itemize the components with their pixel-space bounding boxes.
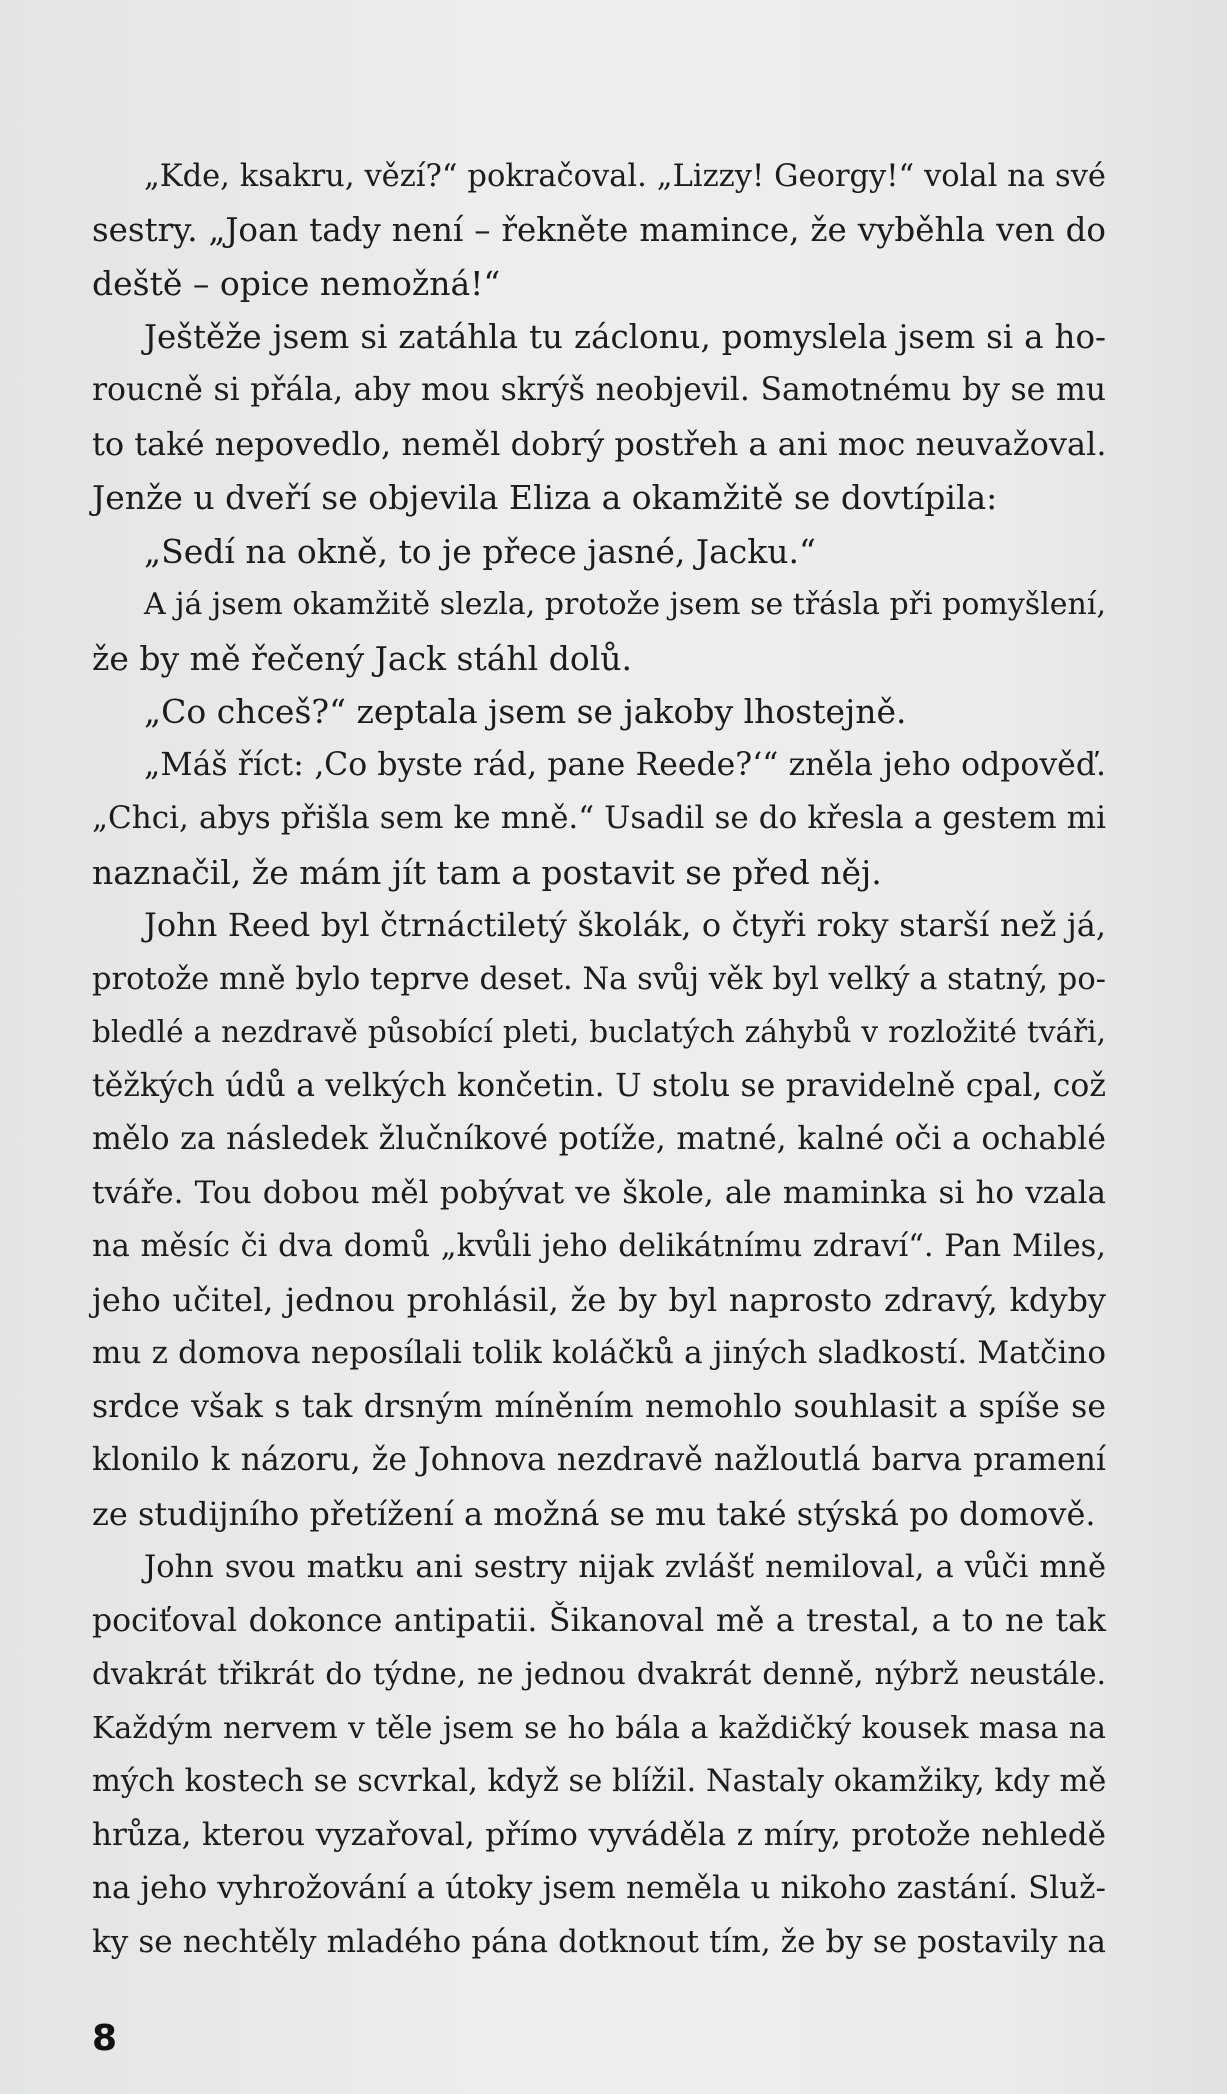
text-line: mých kostech se scvrkal, když se blížil. Nastaly okamžiky, kdy mě bbox=[92, 1764, 1107, 1799]
text-line: mu z domova neposílali tolik koláčků a jiných sladkostí. Matčino bbox=[92, 1335, 1106, 1371]
text-line: Ještěže jsem si zatáhla tu záclonu, pomyslela jsem si a ho- bbox=[144, 317, 1106, 356]
text-line: roucně si přála, aby mou skrýš neobjevil. Samotnému by se mu bbox=[92, 372, 1106, 408]
text-line: na měsíc či dva domů „kvůli jeho delikátnímu zdraví“. Pan Miles, bbox=[92, 1229, 1106, 1264]
text-line: bledlé a nezdravě působící pleti, buclatých záhybů v rozložité tváři, bbox=[92, 1015, 1106, 1049]
text-line: „Co chceš?“ zeptala jsem se jakoby lhostejně. bbox=[144, 692, 907, 731]
text-line: srdce však s tak drsným míněním nemohlo souhlasit a spíše se bbox=[92, 1388, 1106, 1425]
text-line: dvakrát třikrát do týdne, ne jednou dvakrát denně, nýbrž neustále. bbox=[92, 1657, 1106, 1691]
text-line: sestry. „Joan tady není – řekněte mamince, že vyběhla ven do bbox=[92, 210, 1106, 249]
text-line: Každým nervem v těle jsem se ho bála a každičký kousek masa na bbox=[92, 1710, 1106, 1746]
text-line: deště – opice nemožná!“ bbox=[92, 264, 501, 303]
body-text bbox=[92, 150, 1106, 1969]
text-line: „Chci, abys přišla sem ke mně.“ Usadil se do křesla a gestem mi bbox=[92, 800, 1106, 836]
text-line: hrůza, kterou vyzařoval, přímo vyváděla z míry, protože nehledě bbox=[92, 1816, 1106, 1853]
text-line: protože mně bylo teprve deset. Na svůj věk byl velký a statný, po- bbox=[92, 961, 1106, 997]
text-line: tváře. Tou dobou měl pobývat ve škole, ale maminka si ho vzala bbox=[92, 1174, 1106, 1211]
text-line: A já jsem okamžitě slezla, protože jsem se třásla při pomyšlení, bbox=[144, 587, 1106, 622]
text-line: ky se nechtěly mladého pána dotknout tím, že by se postavily na bbox=[92, 1923, 1106, 1960]
text-line: mělo za následek žlučníkové potíže, matné, kalné oči a ochablé bbox=[92, 1121, 1106, 1157]
text-line: to také nepovedlo, neměl dobrý postřeh a ani moc neuvažoval. bbox=[92, 424, 1107, 463]
text-line: na jeho vyhrožování a útoky jsem neměla u nikoho zastání. Služ- bbox=[92, 1870, 1106, 1906]
text-line: pociťoval dokonce antipatii. Šikanoval mě a trestal, a to ne tak bbox=[92, 1602, 1106, 1639]
page-number: 8 bbox=[92, 2018, 118, 2059]
text-line: Jenže u dveří se objevila Eliza a okamžitě se dovtípila: bbox=[92, 478, 998, 517]
text-line: naznačil, že mám jít tam a postavit se před něj. bbox=[92, 852, 882, 892]
text-line: že by mě řečený Jack stáhl dolů. bbox=[92, 638, 633, 678]
text-line: těžkých údů a velkých končetin. U stolu se pravidelně cpal, což bbox=[92, 1067, 1106, 1104]
text-line: „Sedí na okně, to je přece jasné, Jacku.“ bbox=[144, 531, 816, 571]
text-line: „Kde, ksakru, vězí?“ pokračoval. „Lizzy! Georgy!“ volal na své bbox=[144, 159, 1106, 194]
text-line: ze studijního přetížení a možná se mu také stýská po domově. bbox=[92, 1494, 1096, 1533]
text-line: klonilo k názoru, že Johnova nezdravě nažloutlá barva pramení bbox=[92, 1442, 1106, 1478]
text-line: John Reed byl čtrnáctiletý školák, o čtyři roky starší než já, bbox=[144, 906, 1106, 944]
text-line: „Máš říct: ‚Co byste rád, pane Reede?‘“ zněla jeho odpověď. bbox=[144, 746, 1106, 783]
text-line: jeho učitel, jednou prohlásil, že by byl naprosto zdravý, kdyby bbox=[92, 1280, 1106, 1319]
text-line: John svou matku ani sestry nijak zvlášť nemiloval, a vůči mně bbox=[144, 1550, 1106, 1585]
